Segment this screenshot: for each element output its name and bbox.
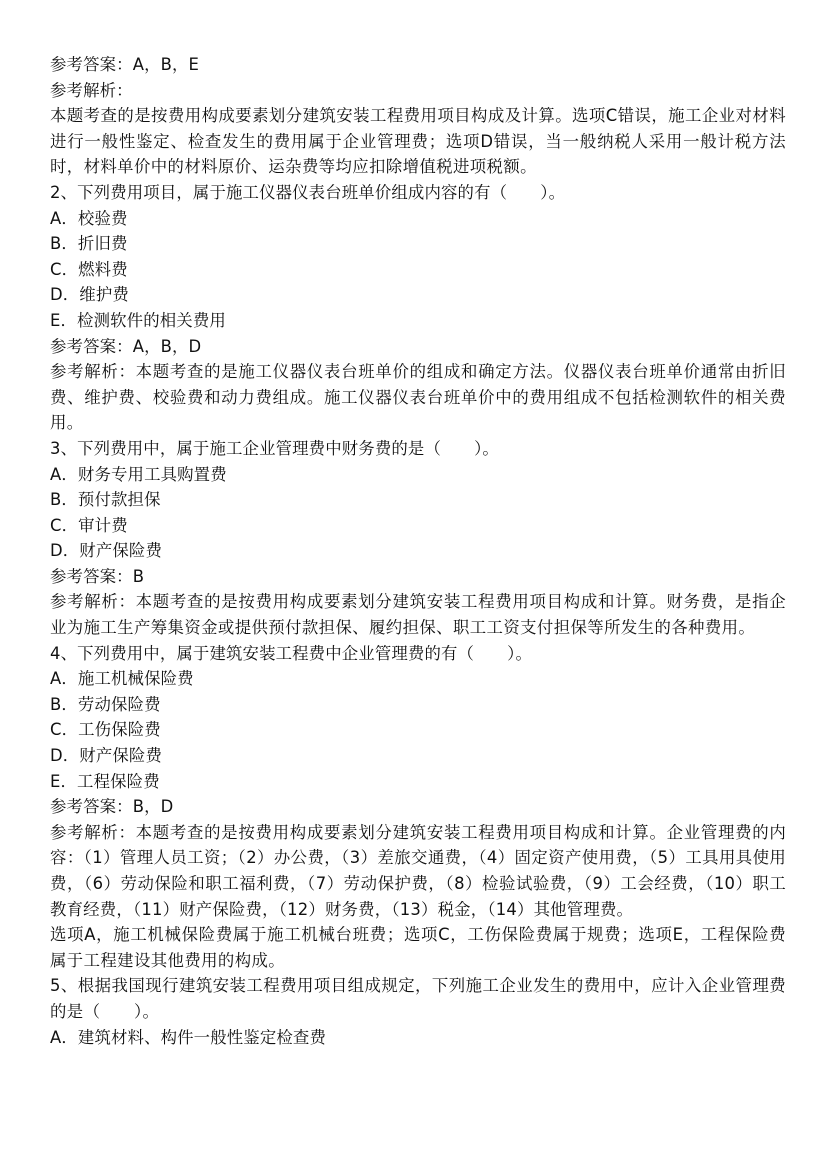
q4-option-d: D．财产保险费 <box>50 746 163 766</box>
q2-option-c: C．燃料费 <box>50 259 128 279</box>
q5-option-a: A．建筑材料、构件一般性鉴定检查费 <box>50 1027 327 1047</box>
q1-analysis: 本题考查的是按费用构成要素划分建筑安装工程费用项目构成及计算。选项C错误，施工企业对材料进行一般性鉴定、检查发生的费用属于企业管理费；选项D错误，当一般纳税人采用一般计税方法时，材料单价中的材料原价、运杂费等均应扣除增值税进项税额。 <box>50 106 786 177</box>
q2-option-e: E．检测软件的相关费用 <box>50 310 226 330</box>
q2-option-d: D．维护费 <box>50 285 129 305</box>
q4-analysis: 参考解析：本题考查的是按费用构成要素划分建筑安装工程费用项目构成和计算。企业管理费的内容：（1）管理人员工资；（2）办公费，（3）差旅交通费，（4）固定资产使用费，（5）工具用具使用费，（6）劳动保险和职工福利费，（7）劳动保护费，（8）检验试验费，（9）工会经费，（10）职工教育经费，（11）财产保险费，（12）财务费，（13）税金，（14）其他管理费。 <box>50 822 786 919</box>
q5-stem: 5、根据我国现行建筑安装工程费用项目组成规定，下列施工企业发生的费用中，应计入企业管理费的是（ ）。 <box>50 976 786 1021</box>
q2-option-b: B．折旧费 <box>50 234 128 254</box>
q4-option-c: C．工伤保险费 <box>50 720 161 740</box>
q3-option-c: C．审计费 <box>50 515 128 535</box>
q3-option-a: A．财务专用工具购置费 <box>50 464 227 484</box>
q4-option-b: B．劳动保险费 <box>50 694 161 714</box>
q3-answer: 参考答案：B <box>50 566 145 586</box>
q4-option-a: A．施工机械保险费 <box>50 669 194 689</box>
q3-option-b: B．预付款担保 <box>50 490 161 510</box>
q1-analysis-label: 参考解析： <box>50 80 133 100</box>
q4-stem: 4、下列费用中，属于建筑安装工程费中企业管理费的有（ ）。 <box>50 643 533 663</box>
q2-analysis: 参考解析：本题考查的是施工仪器仪表台班单价的组成和确定方法。仪器仪表台班单价通常由折旧费、维护费、校验费和动力费组成。施工仪器仪表台班单价中的费用组成不包括检测软件的相关费用。 <box>50 362 786 433</box>
q3-stem: 3、下列费用中，属于施工企业管理费中财务费的是（ ）。 <box>50 438 499 458</box>
q4-answer: 参考答案：B，D <box>50 797 174 817</box>
q1-answer: 参考答案：A，B，E <box>50 55 200 74</box>
q2-option-a: A．校验费 <box>50 208 128 228</box>
q2-stem: 2、下列费用项目，属于施工仪器仪表台班单价组成内容的有（ ）。 <box>50 182 566 202</box>
q4-note: 选项A，施工机械保险费属于施工机械台班费；选项C，工伤保险费属于规费；选项E，工程保险费属于工程建设其他费用的构成。 <box>50 925 786 970</box>
q2-answer: 参考答案：A，B，D <box>50 336 202 356</box>
q3-analysis: 参考解析：本题考查的是按费用构成要素划分建筑安装工程费用项目构成和计算。财务费，是指企业为施工生产筹集资金或提供预付款担保、履约担保、职工工资支付担保等所发生的各种费用。 <box>50 592 786 638</box>
q4-option-e: E．工程保险费 <box>50 771 160 791</box>
q3-option-d: D．财产保险费 <box>50 541 163 561</box>
